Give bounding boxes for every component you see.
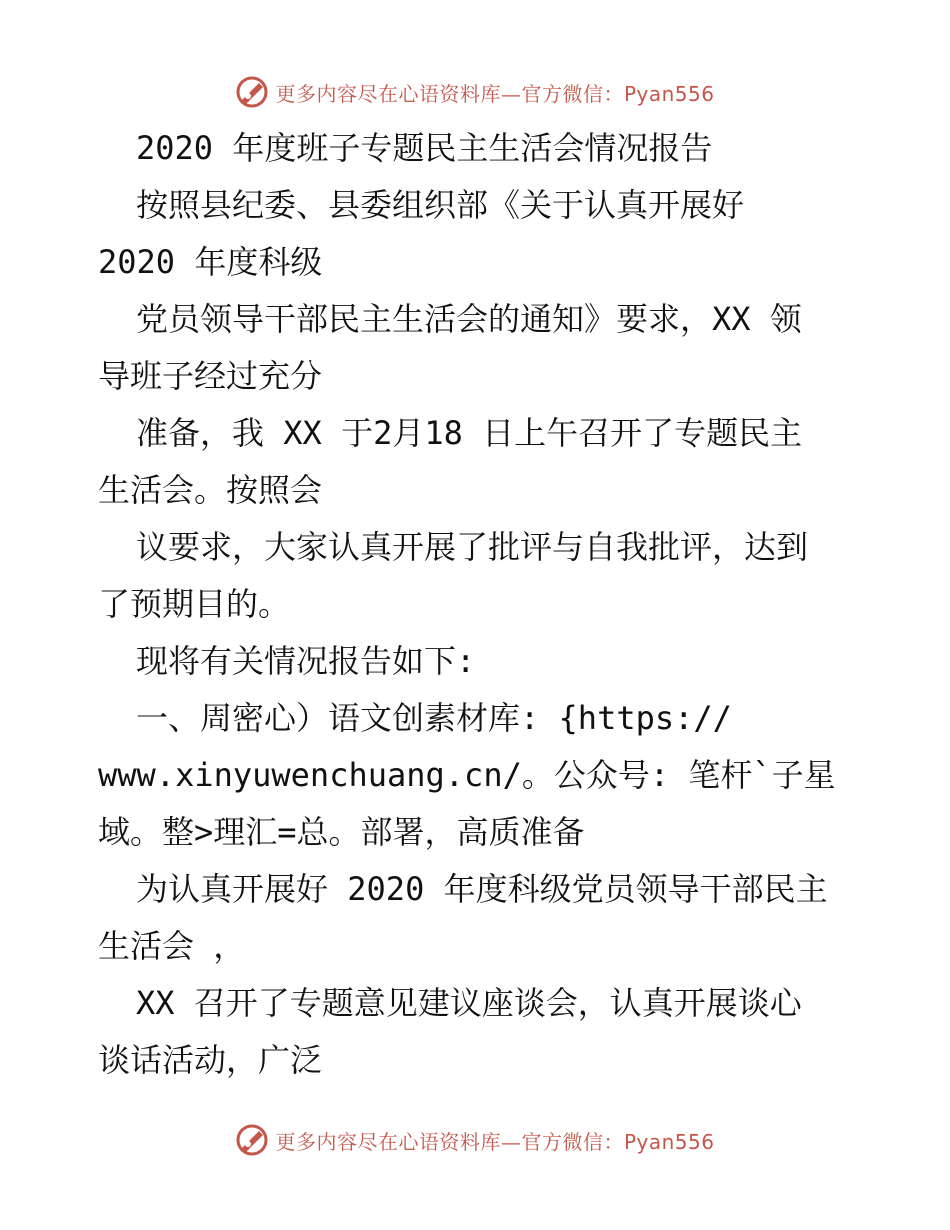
- watermark-text: [275, 78, 714, 107]
- document-line: 准备，我 XX 于2月18 日上午召开了专题民主: [136, 414, 803, 452]
- pen-logo-icon: [235, 1123, 269, 1157]
- document-line: 2020 年度科级: [98, 243, 323, 281]
- document-line: 生活会 ，: [98, 927, 246, 965]
- footer-watermark: [0, 1118, 950, 1162]
- document-line: 域。整>理汇=总。部署，高质准备: [98, 813, 585, 851]
- watermark-brand: 更多内容尽在心语资料库: [275, 1129, 501, 1154]
- document-line: 党员领导干部民主生活会的通知》要求，XX 领: [136, 300, 802, 338]
- watermark-separator: —: [500, 1129, 522, 1154]
- header-watermark: [0, 70, 950, 114]
- watermark-separator: —: [500, 81, 522, 106]
- document-line: 导班子经过充分: [98, 357, 323, 395]
- document-line: 议要求，大家认真开展了批评与自我批评，达到: [136, 528, 809, 566]
- pen-logo-icon: [235, 75, 269, 109]
- document-line: XX 召开了专题意见建议座谈会，认真开展谈心: [136, 984, 802, 1022]
- document-line: 现将有关情况报告如下:: [136, 642, 476, 680]
- watermark-brand: 更多内容尽在心语资料库: [275, 81, 501, 106]
- document-line: 生活会。按照会: [98, 471, 323, 509]
- document-line: 按照县纪委、县委组织部《关于认真开展好: [136, 186, 745, 224]
- document-line: 为认真开展好 2020 年度科级党员领导干部民主: [136, 870, 828, 908]
- watermark-wechat: 官方微信：Pyan556: [521, 1129, 715, 1154]
- document-line: 了预期目的。: [98, 585, 291, 623]
- document-line: 一、周密心）语文创素材库: {https://: [136, 699, 732, 737]
- document-line: 谈话活动，广泛: [98, 1041, 323, 1079]
- document-line: 2020 年度班子专题民主生活会情况报告: [136, 129, 713, 167]
- document-body: [98, 120, 858, 1089]
- watermark-wechat: 官方微信：Pyan556: [521, 81, 715, 106]
- document-line: www.xinyuwenchuang.cn/。公众号: 笔杆`子星: [98, 756, 836, 794]
- watermark-text: [275, 1126, 714, 1155]
